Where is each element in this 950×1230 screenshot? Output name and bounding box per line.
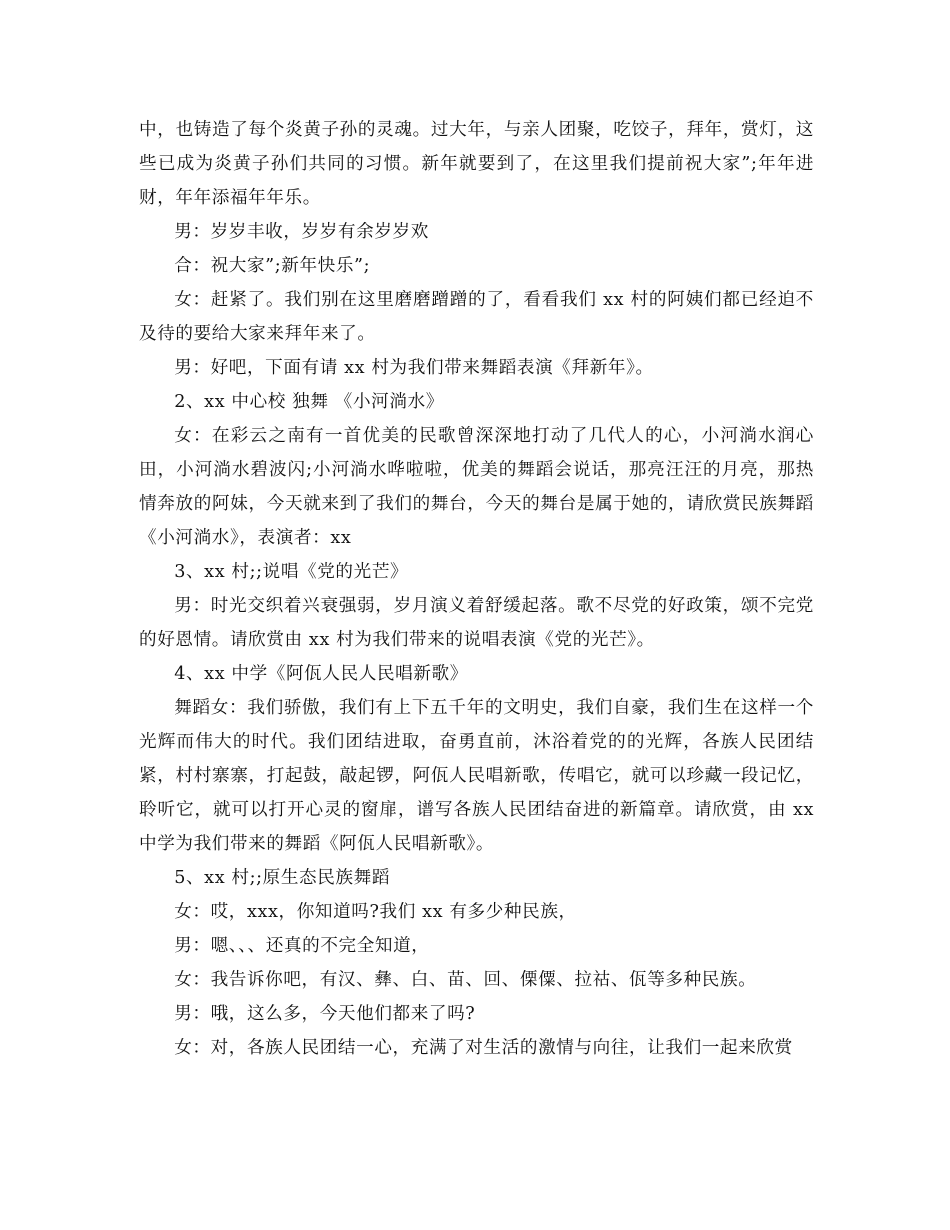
paragraph: 男：岁岁丰收，岁岁有余岁岁欢 bbox=[174, 222, 429, 242]
section-heading: 2、xx 中心校 独舞 《小河淌水》 bbox=[174, 392, 444, 412]
paragraph: 合：祝大家”;新年快乐”; bbox=[174, 256, 371, 276]
paragraph: 女：我告诉你吧，有汉、彝、白、苗、回、傈僳、拉祜、佤等多种民族。 bbox=[174, 970, 757, 990]
paragraph: 女：哎，xxx，你知道吗?我们 xx 有多少种民族， bbox=[174, 902, 577, 922]
paragraph: 女：在彩云之南有一首优美的民歌曾深深地打动了几代人的心，小河淌水润心田，小河淌水碧波闪;小河淌水哗啦啦，优美的舞蹈会说话，那亮汪汪的月亮，那热情奔放的阿妹，今天就来到了我们的舞台，今天的舞台是属于她的，请欣赏民族舞蹈《小河淌水》，表演者：xx bbox=[139, 426, 814, 548]
paragraph: 男：时光交织着兴衰强弱，岁月演义着舒缓起落。歌不尽党的好政策，颂不完党的好恩情。请欣赏由 xx 村为我们带来的说唱表演《党的光芒》。 bbox=[139, 596, 814, 650]
paragraph: 舞蹈女：我们骄傲，我们有上下五千年的文明史，我们自豪，我们生在这样一个光辉而伟大的时代。我们团结进取，奋勇直前，沐浴着党的的光辉，各族人民团结紧，村村寨寨，打起鼓，敲起锣，阿佤人民唱新歌，传唱它，就可以珍藏一段记忆，聆听它，就可以打开心灵的窗扉，谱写各族人民团结奋进的新篇章。请欣赏，由 xx 中学为我们带来的舞蹈《阿佤人民唱新歌》。 bbox=[139, 698, 814, 854]
paragraph: 男：哦，这么多，今天他们都来了吗? bbox=[174, 1004, 476, 1024]
paragraph: 男：好吧，下面有请 xx 村为我们带来舞蹈表演《拜新年》。 bbox=[174, 358, 654, 378]
paragraph: 中，也铸造了每个炎黄子孙的灵魂。过大年，与亲人团聚，吃饺子，拜年，赏灯，这些已成为炎黄子孙们共同的习惯。新年就要到了，在这里我们提前祝大家”;年年进财，年年添福年年乐。 bbox=[139, 120, 814, 208]
paragraph: 男：嗯、、、还真的不完全知道， bbox=[174, 936, 430, 956]
section-heading: 5、xx 村;;原生态民族舞蹈 bbox=[174, 868, 391, 888]
paragraph: 女：对，各族人民团结一心，充满了对生活的激情与向往，让我们一起来欣赏 bbox=[174, 1038, 793, 1058]
section-heading: 4、xx 中学《阿佤人民人民唱新歌》 bbox=[174, 664, 468, 684]
section-heading: 3、xx 村;;说唱《党的光芒》 bbox=[174, 562, 409, 582]
paragraph: 女：赶紧了。我们别在这里磨磨蹭蹭的了，看看我们 xx 村的阿姨们都已经迫不及待的要给大家来拜年来了。 bbox=[139, 290, 814, 344]
document-body bbox=[139, 113, 814, 1065]
